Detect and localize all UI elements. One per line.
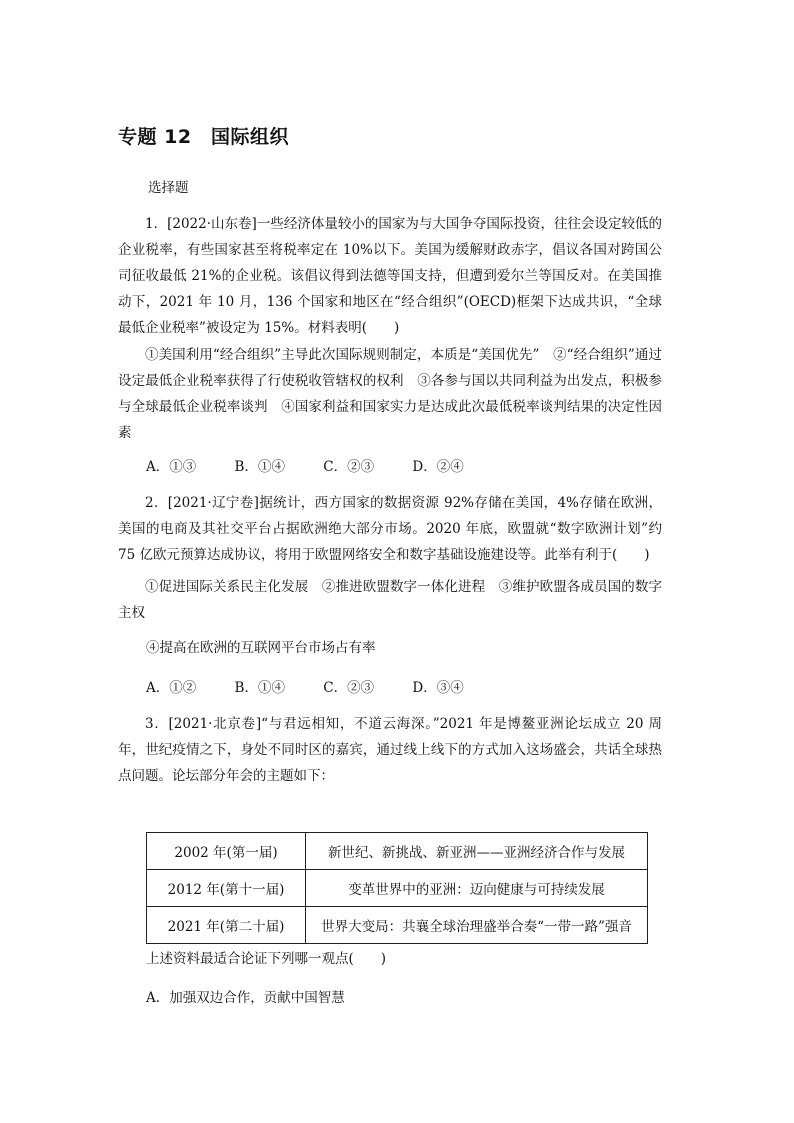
option-a: A．①②	[146, 680, 197, 696]
question-2-statement-4: ④提高在欧洲的互联网平台市场占有率	[146, 640, 376, 656]
question-3-question: 上述资料最适合论证下列哪一观点( )	[146, 951, 387, 967]
question-2-stem: 2．[2021·辽宁卷]据统计，西方国家的数据资源 92%存储在美国，4%存储在欧洲，美国的电商及其社交平台占据欧洲绝大部分市场。2020 年底，欧盟就“数字欧洲计划”约 75 亿欧元预算达成协议，将用于欧盟网络安全和数字基础设施建设等。此举有利于( )	[118, 495, 662, 563]
option-a: A．①③	[146, 459, 197, 475]
option-b: B．①④	[234, 459, 285, 475]
option-d: D．③④	[412, 680, 464, 696]
question-1-options	[146, 455, 498, 475]
table-cell-theme: 变革世界中的亚洲：迈向健康与可持续发展	[306, 870, 648, 907]
forum-themes-table	[146, 832, 648, 944]
question-1-stem: 1．[2022·山东卷]一些经济体量较小的国家为与大国争夺国际投资，往往会设定较低的企业税率，有些国家甚至将税率定在 10%以下。美国为缓解财政赤字，倡议各国对跨国公司征收最低 21%的企业税。该倡议得到法德等国支持，但遭到爱尔兰等国反对。在美国推动下，2021 年 10 月，136 个国家和地区在“经合组织”(OECD)框架下达成共识，“全球最低企业税率”被设定为 15%。材料表明( )	[118, 216, 662, 336]
question-3-stem: 3．[2021·北京卷]“与君远相知，不道云海深。”2021 年是博鳌亚洲论坛成立 20 周年，世纪疫情之下，身处不同时区的嘉宾，通过线上线下的方式加入这场盛会，共话全球热点问题。论坛部分年会的主题如下：	[118, 716, 662, 784]
option-c: C．②③	[323, 680, 375, 696]
option-c: C．②③	[323, 459, 375, 475]
option-b: B．①④	[234, 680, 285, 696]
section-label: 选择题	[148, 180, 189, 196]
question-1-statements: ①美国利用“经合组织”主导此次国际规则制定，本质是“美国优先” ②“经合组织”通过设定最低企业税率获得了行使税收管辖权的权利 ③各参与国以共同利益为出发点，积极参与全球最低企业税率谈判 ④国家利益和国家实力是达成此次最低税率谈判结果的决定性因素	[118, 347, 662, 441]
page-title: 专题 12 国际组织	[118, 126, 290, 148]
table-row	[147, 870, 648, 907]
table-cell-year: 2021 年(第二十届)	[147, 907, 306, 944]
table-cell-theme: 新世纪、新挑战、新亚洲——亚洲经济合作与发展	[306, 833, 648, 870]
table-cell-year: 2002 年(第一届)	[147, 833, 306, 870]
question-2-statements: ①促进国际关系民主化发展 ②推进欧盟数字一体化进程 ③维护欧盟各成员国的数字主权	[118, 579, 662, 621]
table-row	[147, 907, 648, 944]
table-cell-theme: 世界大变局：共襄全球治理盛举合奏“一带一路”强音	[306, 907, 648, 944]
table-row	[147, 833, 648, 870]
table-cell-year: 2012 年(第十一届)	[147, 870, 306, 907]
question-2-options	[146, 676, 498, 696]
question-3-option-a: A．加强双边合作，贡献中国智慧	[146, 990, 345, 1006]
option-d: D．②④	[412, 459, 464, 475]
